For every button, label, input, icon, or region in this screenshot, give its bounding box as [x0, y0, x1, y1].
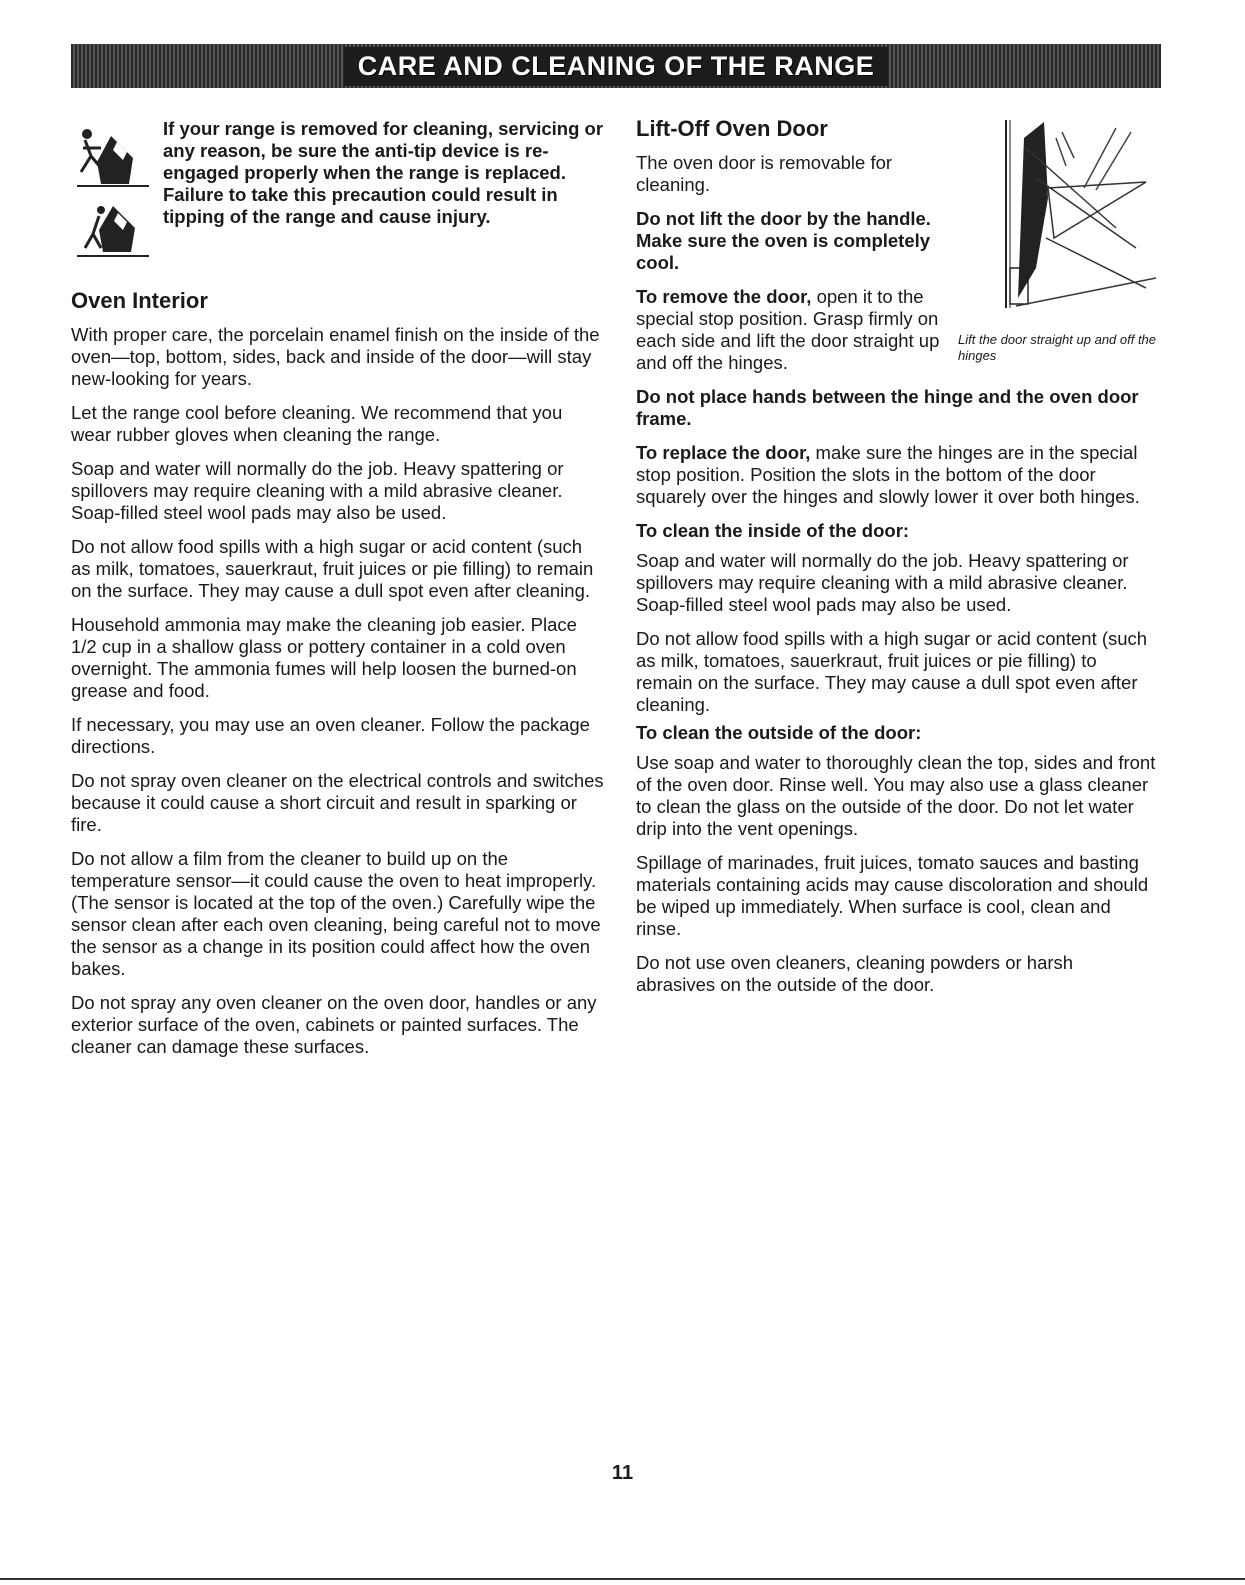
clean-inside-paragraph: Soap and water will normally do the job. Heavy spattering or spillovers may require cleaning with a mild abrasive cleaner. Soap-filled steel wool pads may also be used. — [636, 550, 1129, 615]
anti-tip-warning — [71, 118, 606, 258]
hands-warning: Do not place hands between the hinge and the oven door frame. — [636, 386, 1139, 429]
oven-interior-paragraph: Do not spray any oven cleaner on the oven door, handles or any exterior surface of the oven, cabinets or painted surfaces. The cleaner can damage these surfaces. — [71, 992, 597, 1057]
page-title: CARE AND CLEANING OF THE RANGE — [357, 50, 875, 81]
oven-interior-paragraph: Household ammonia may make the cleaning job easier. Place 1/2 cup in a shallow glass or pottery container in a cold oven overnight. The ammonia fumes will help loosen the burned-on grease and food. — [71, 614, 577, 701]
remove-door-text: open it to the special stop position. Grasp firmly on each side and lift the door straight up and off the hinges. — [636, 286, 940, 373]
warning-text: If your range is removed for cleaning, servicing or any reason, be sure the anti-tip device is re-engaged properly when the range is replaced. Failure to take this precaution could result in tipping of the range and cause injury. — [163, 118, 604, 227]
replace-door-label: To replace the door, — [636, 442, 811, 463]
oven-interior-paragraph: Do not allow a film from the cleaner to build up on the temperature sensor—it could cause the oven to heat improperly. (The sensor is located at the top of the oven.) Carefully wipe the sensor clean after each oven cleaning, being careful not to move the sensor as a change in its position could affect how the oven bakes. — [71, 848, 601, 979]
lift-off-caution: Do not lift the door by the handle. Make sure the oven is completely cool. — [636, 208, 931, 273]
section-banner — [71, 44, 1161, 88]
oven-interior-heading: Oven Interior — [71, 288, 208, 313]
oven-interior-paragraph: If necessary, you may use an oven cleaner. Follow the package directions. — [71, 714, 590, 757]
oven-door-illustration — [996, 118, 1166, 358]
oven-interior-paragraph: Let the range cool before cleaning. We recommend that you wear rubber gloves when cleaning the range. — [71, 402, 563, 445]
oven-interior-paragraph: Do not allow food spills with a high sugar or acid content (such as milk, tomatoes, sauerkraut, fruit juices or pie filling) to remain on the surface. They may cause a dull spot even after cleaning. — [71, 536, 594, 601]
clean-outside-heading: To clean the outside of the door: — [636, 722, 922, 743]
lift-off-intro: The oven door is removable for cleaning. — [636, 152, 893, 195]
oven-interior-paragraph: Do not spray oven cleaner on the electrical controls and switches because it could cause a short circuit and result in sparking or fire. — [71, 770, 604, 835]
clean-inside-heading: To clean the inside of the door: — [636, 520, 910, 541]
clean-outside-paragraph: Spillage of marinades, fruit juices, tomato sauces and basting materials containing acids may cause discoloration and should be wiped up immediately. When surface is cool, clean and rinse. — [636, 852, 1149, 939]
clean-outside-paragraph: Do not use oven cleaners, cleaning powders or harsh abrasives on the outside of the door. — [636, 952, 1074, 995]
bottom-rule — [0, 1578, 1245, 1580]
tip-warning-icon — [71, 118, 163, 258]
clean-inside-paragraph: Do not allow food spills with a high sugar or acid content (such as milk, tomatoes, sauerkraut, fruit juices or pie filling) to remain on the surface. They may cause a dull spot even after cleaning. — [636, 628, 1148, 715]
clean-outside-paragraph: Use soap and water to thoroughly clean the top, sides and front of the oven door. Rinse well. You may also use a glass cleaner to clean the glass on the outside of the door. Do not let water drip into the vent openings. — [636, 752, 1156, 839]
replace-door-paragraph — [636, 442, 1156, 508]
banner-title-bar — [344, 47, 889, 86]
remove-door-label: To remove the door, — [636, 286, 812, 307]
page-number: 11 — [611, 1462, 634, 1484]
oven-interior-paragraph: Soap and water will normally do the job. Heavy spattering or spillovers may require cleaning with a mild abrasive cleaner. Soap-filled steel wool pads may also be used. — [71, 458, 564, 523]
figure-caption: Lift the door straight up and off the hinges — [958, 332, 1157, 363]
oven-interior-paragraph: With proper care, the porcelain enamel finish on the inside of the oven—top, bottom, sides, back and inside of the door—will stay new-looking for years. — [71, 324, 600, 389]
remove-door-paragraph — [636, 286, 956, 374]
right-column — [636, 118, 1156, 1008]
replace-door-text: make sure the hinges are in the special stop position. Position the slots in the bottom of the door squarely over the hinges and slowly lower it over both hinges. — [636, 442, 1140, 507]
left-column — [71, 118, 606, 1070]
lift-off-heading: Lift-Off Oven Door — [636, 116, 828, 141]
